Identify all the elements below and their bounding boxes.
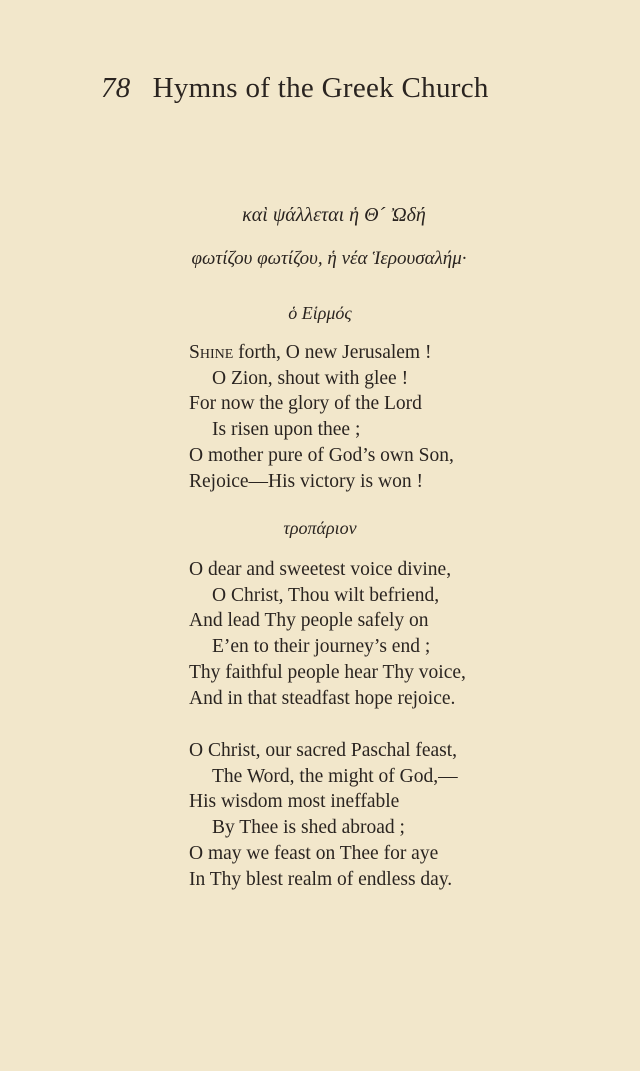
greek-ode-title: καὶ ψάλλεται ἡ Θ´ Ὠδή [242,204,426,226]
heirmos-stanza [189,340,454,494]
poem-line: O mother pure of God’s own Son, [189,444,454,466]
greek-incipit: φωτίζου φωτίζου, ἡ νέα Ἱερουσαλήμ· [191,248,467,269]
poem-line: Is risen upon thee ; [212,419,361,441]
troparion-heading: τροπάριον [283,518,357,538]
poem-line: And in that steadfast hope rejoice. [189,687,456,709]
page-number: 78 [101,72,131,104]
heirmos-heading: ὁ Εἱρμός [288,303,352,323]
poem-line: O Christ, our sacred Paschal feast, [189,740,458,761]
troparion-stanza-1 [189,557,466,711]
poem-line: O Christ, Thou wilt befriend, [212,584,440,606]
poem-line: For now the glory of the Lord [189,393,422,415]
poem-line: O Zion, shout with glee ! [212,367,409,389]
troparion-stanza-2 [189,738,458,892]
poem-line: O dear and sweetest voice divine, [189,559,452,580]
book-title: Hymns of the Greek Church [152,72,489,104]
poem-line: His wisdom most ineffable [189,791,400,813]
poem-line: Rejoice—His victory is won ! [189,470,423,492]
poem-line [189,340,454,366]
poem-line: By Thee is shed abroad ; [212,817,405,839]
poem-line: And lead Thy people safely on [189,610,429,632]
drop-word: Shine [189,342,234,363]
poem-line: E’en to their journey’s end ; [212,636,431,658]
poem-line: In Thy blest realm of endless day. [189,868,453,890]
first-line-rest: forth, O new Jerusalem ! [233,342,432,363]
poem-line: O may we feast on Thee for aye [189,842,439,864]
poem-line: The Word, the might of God,— [212,765,458,787]
poem-line: Thy faithful people hear Thy voice, [189,661,466,683]
running-head [101,72,489,105]
